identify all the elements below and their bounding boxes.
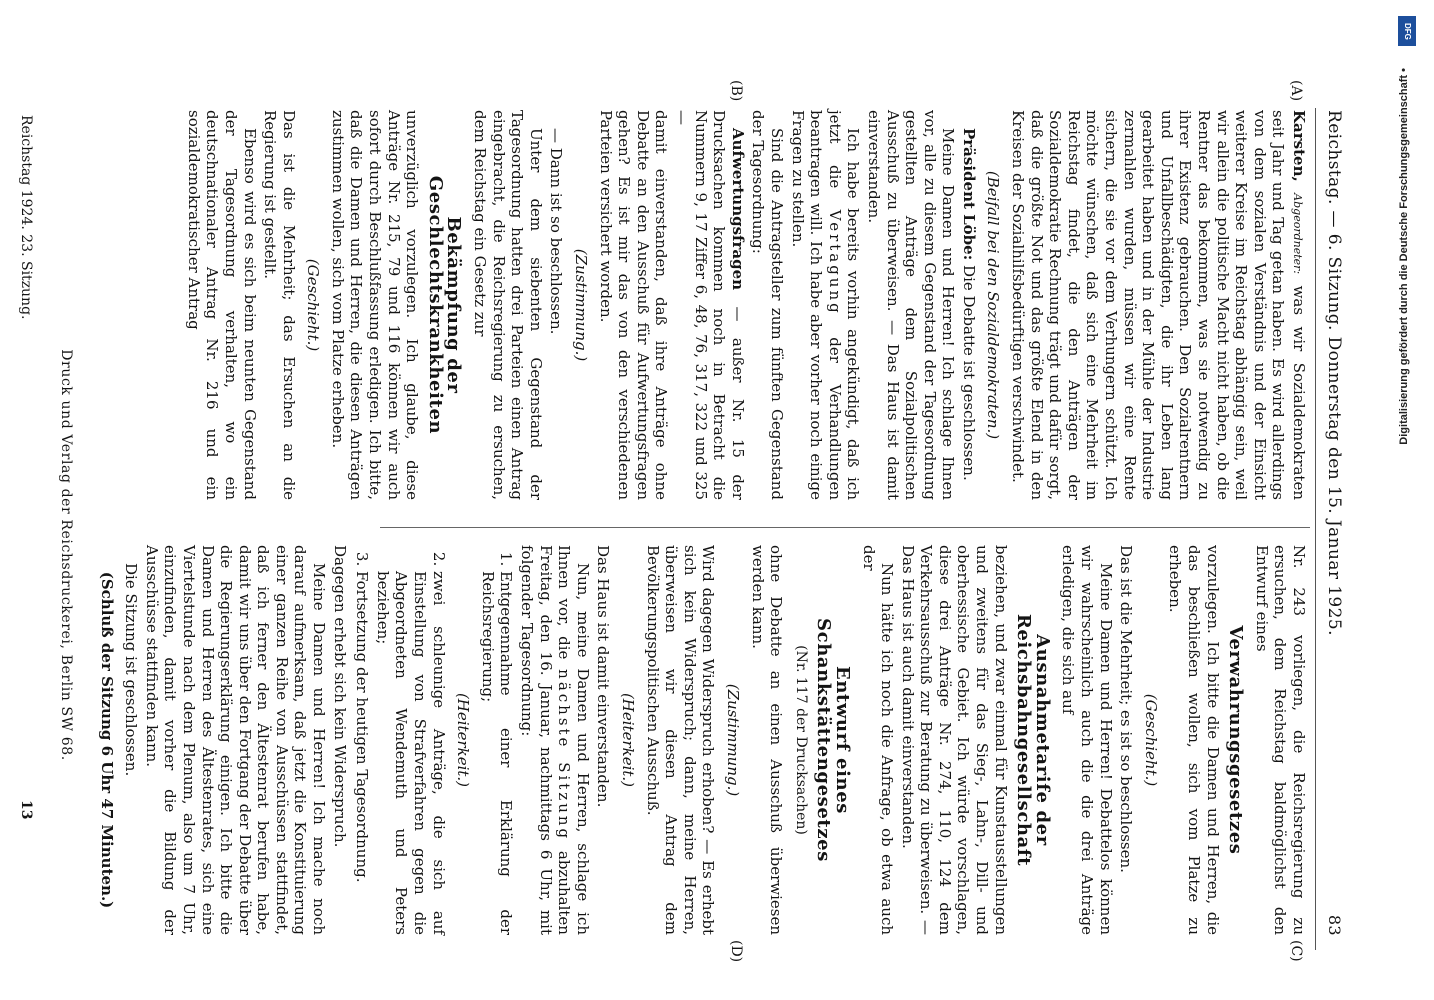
happens-note: (Geschieht.) — [1141, 693, 1160, 787]
session-close-note: (Schluß der Sitzung 6 Uhr 47 Minuten.) — [97, 571, 116, 909]
margin-mark-b: (B) — [728, 80, 744, 102]
paragraph-text: was wir Sozialdemokraten seit Jahr und Tag getan haben. Es wird allerdings von dem sozialen Verständnis und der Einsicht weiterer Kreise im Reichstag abhängig sein, weil wir allein die politische Macht nicht haben, ob die Rentner das bekommen, was sie notwendig zu ihrer Existenz gebrauchen. Den Sozialrentnern und Unfallbeschädigten, die ihr Leben lang gearbeitet haben und in der Mühle der Industrie zermahlen wurden, müssen wir eine Rente sichern, die sie vor dem Verhungern schützt. Ich möchte wünschen, daß sich eine Mehrheit im Reichstag findet, die den Anträgen der Sozialdemokratie Rechnung trägt und dafür sorgt, daß die größte Not und das größte Elend in den Kreisen der Sozialhilfsbedürftigen verschwindet. — [1009, 110, 1308, 500]
text-column-right — [97, 545, 1308, 935]
paragraph — [517, 545, 591, 935]
paragraph: — Dann ist so beschlossen. — [547, 128, 566, 335]
paragraph: Meine Damen und Herren! Ich schlage Ihnen vor, alle zu diesem Gegenstand der Tagesordnung gestellten Anträge dem Sozialpolitischen Ausschuß zu überweisen. — Das Haus ist damit einverstanden. — [864, 110, 958, 500]
paragraph: Die Sitzung ist geschlossen. — [122, 563, 141, 777]
section-heading: Entwurf eines Schankstättengesetzes — [813, 618, 853, 862]
paragraph: Sind die Antragsteller zum fünften Gegenstand der Tagesordnung: — [749, 110, 786, 500]
president-name: Präsident Löbe: — [959, 128, 978, 261]
agenda-list — [353, 545, 448, 935]
paragraph — [788, 110, 862, 500]
agenda-list — [478, 545, 515, 935]
speaker-name: Karsten, — [1290, 110, 1308, 182]
agenda-item: 3. Fortsetzung der heutigen Tagesordnung. — [353, 571, 372, 935]
happens-note: (Geschieht.) — [304, 258, 323, 352]
paragraph: Nun hätte ich noch die Anfrage, ob etwa auch der — [859, 545, 897, 935]
paragraph-text: Die Debatte ist geschlossen. — [959, 265, 978, 481]
paragraph-text: — außer Nr. 15 der Drucksachen kommen noch in Betracht die Nummern 9, 17 Ziffer 6, 48, 76, 317, 322 und 325— — [673, 110, 747, 500]
paragraph-text: Nun, meine Damen und Herren, schlage ich Ihnen vor, die — [555, 545, 592, 935]
agenda-item: 1. Entgegennahme einer Erklärung der Reichsregierung; — [478, 571, 515, 935]
consent-note: (Zustimmung.) — [723, 683, 742, 797]
inline-heading: Aufwertungsfragen — [728, 128, 747, 291]
spaced-emphasis: nächste Sitzung — [555, 669, 574, 842]
dfg-logo: DFG — [1398, 16, 1416, 46]
paragraph: Dagegen erhebt sich kein Widerspruch. — [330, 545, 349, 848]
section-heading: Verwahrungsgesetzes — [1225, 625, 1247, 855]
paragraph: Unter dem siebenten Gegenstand der Tagesordnung hatten drei Parteien einen Antrag eingebracht, die Reichsregierung zu ersuchen, dem Reichstag ein Gesetz zur — [471, 110, 545, 500]
text-column-left — [184, 110, 1308, 500]
paragraph: unverzüglich vorzulegen. Ich glaube, diese Anträge Nr. 215, 79 und 116 können wir auch sofort durch Beschlußfassung erledigen. Ich bitte, daß die Damen und Herren, die diesen Anträgen zustimmen wollen, sich vom Platze erheben. — [328, 110, 422, 500]
section-subheading: (Nr. 117 der Drucksachen) — [792, 645, 809, 835]
laughter-note: (Heiterkeit.) — [619, 692, 637, 788]
header-title: Reichstag. — 6. Sitzung. Donnerstag den 15. Januar 1925. — [1324, 110, 1344, 636]
paragraph: Meine Damen und Herren! Debattelos können wir wahrscheinlich auch die die drei Anträge erledigen, die sich auf — [1059, 545, 1115, 935]
footer-session: Reichstag 1924. 23. Sitzung. — [18, 115, 34, 320]
paragraph: Nr. 243 vorliegen, die Reichsregierung zu ersuchen, dem Reichstag baldmöglichst den Entwurf eines — [1252, 545, 1308, 935]
speaker-role: Abgeordneter: — [1291, 193, 1304, 275]
signature-number: 13 — [18, 800, 34, 820]
paragraph-text: der Verhandlungen beantragen will. Ich habe aber vorher noch einige Fragen zu stellen. — [788, 110, 844, 500]
paragraph: damit einverstanden, daß ihre Anträge ohne Debatte an den Ausschuß für Aufwertungsfragen gehen? Es ist mir das von den verschiedenen Parteien versichert worden. — [596, 110, 671, 500]
paragraph: ohne Debatte an einen Ausschuß überwiesen werden kann. — [748, 545, 786, 935]
paragraph: Meine Damen und Herren! Ich mache noch darauf aufmerksam, daß jetzt die Konstituierung einer ganzen Reihe von Ausschüssen stattfindet, daß ich ferner den Ältestenrat berufen habe, damit wir uns über den Fortgang der Debatte über die Regierungserklärung einigen. Ich bitte die Damen und Herren des Ältestenrates, sich eine Viertelstunde nach dem Plenum, also um 7 Uhr, einzufinden, damit vorher die Bildung der Ausschüsse stattfinden kann. — [142, 545, 329, 935]
section-heading: Ausnahmetarife der Reichsbahngesellschaft — [1013, 613, 1053, 867]
column-divider — [380, 527, 1310, 528]
dfg-credit-strip — [1398, 8, 1416, 988]
paragraph — [959, 110, 978, 500]
dfg-credit-text: Digitalisierung gefördert durch die Deutsche Forschungsgemeinschaft • — [1398, 68, 1410, 445]
paragraph — [672, 110, 746, 500]
page-number: 83 — [1325, 914, 1344, 936]
header-rule — [1315, 108, 1316, 950]
paragraph — [1009, 110, 1309, 500]
laughter-note: (Heiterkeit.) — [454, 692, 473, 788]
spaced-emphasis: Vertagung — [825, 209, 844, 316]
paragraph: Wird dagegen Widerspruch erhoben? — Es erhebt sich kein Widerspruch; dann, meine Herren, überweisen wir diesen Antrag dem Bevölkerungspolitischen Ausschuß. — [643, 545, 718, 935]
paragraph-text: abzuhalten Freitag, den 16. Januar, nachmittags 6 Uhr, mit folgender Tagesordnung: — [518, 545, 574, 935]
margin-mark-d: (D) — [728, 940, 744, 963]
paragraph-text: Ich habe bereits vorhin angekündigt, daß ich jetzt die — [825, 110, 863, 500]
paragraph: vorzulegen. Ich bitte die Damen und Herren, die das beschließen wollen, sich vom Platze zu erheben. — [1166, 545, 1222, 935]
margin-mark-a: (A) — [1288, 80, 1304, 102]
printer-imprint: Druck und Verlag der Reichsdruckerei, Berlin SW 68. — [58, 349, 74, 761]
paragraph: Das ist die Mehrheit; es ist so beschlossen. — [1117, 545, 1136, 873]
margin-mark-c: (C) — [1288, 940, 1304, 962]
section-heading: Bekämpfung der Geschlechtskrankheiten — [424, 175, 465, 435]
paragraph: Das ist die Mehrheit; das Ersuchen an die Regierung ist gestellt. — [261, 110, 298, 500]
paragraph: beziehen, und zwar einmal für Kunstausstellungen und zweitens für das Sieg-, Lahn-, Dill- und oberhessische Gebiet. Ich würde vorschlagen, diese drei Anträge Nr. 274, 110, 124 dem Verkehrsausschuß zur Beratung zu überweisen. — Das Haus ist auch damit einverstanden. — [898, 545, 1010, 935]
paragraph: Das Haus ist damit einverstanden. — [594, 545, 613, 808]
running-header — [1318, 110, 1344, 950]
consent-note: (Zustimmung.) — [572, 248, 591, 362]
paragraph: Ebenso wird es sich beim neunten Gegenstand der Tagesordnung verhalten, wo ein deutschnationaler Antrag Nr. 216 und ein sozialdemokratischer Antrag — [184, 110, 259, 500]
agenda-item: 2. zwei schleunige Anträge, die sich auf Einstellung von Strafverfahren gegen die Abgeordneten Wendemuth und Peters beziehen; — [373, 571, 447, 935]
applause-note: (Beifall bei den Sozialdemokraten.) — [984, 170, 1003, 440]
